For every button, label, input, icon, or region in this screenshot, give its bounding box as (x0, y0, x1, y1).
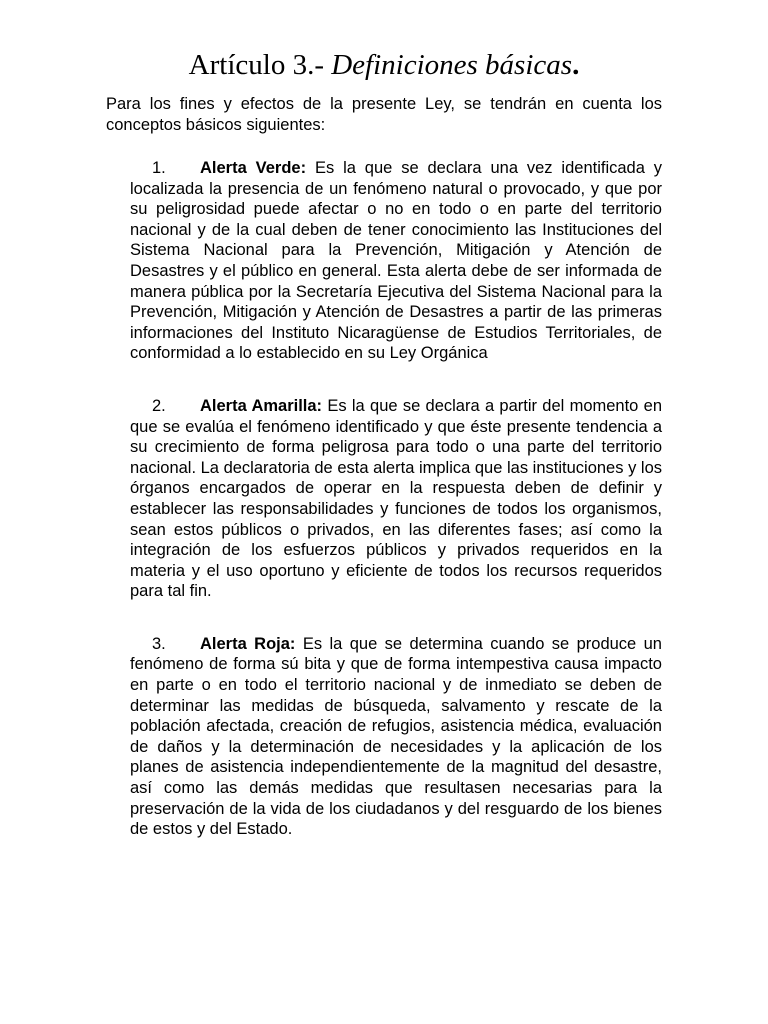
item-number: 3. (152, 634, 166, 653)
article-title-dot: . (572, 49, 580, 81)
item-text: Es la que se determina cuando se produce un fenómeno de forma sú bita y que de forma intempestiva causa impacto en parte o en todo el territorio nacional y de inmediato se deben de determinar las medidas de búsqueda, salvamento y rescate de la población afectada, creación de refugios, asistencia médica, evaluación de daños y la determinación de necesidades y la aplicación de los planes de asistencia independientemente de la magnitud del desastre, así como las demás medidas que resultasen necesarias para la preservación de la vida de los ciudadanos y del resguardo de los bienes de estos y del Estado. (130, 634, 662, 839)
article-title-prefix: Artículo 3.- (188, 49, 332, 81)
item-term: Alerta Roja: (200, 634, 296, 653)
item-number: 1. (152, 159, 166, 177)
article-title-italic: Definiciones básicas (331, 49, 573, 81)
item-number: 2. (152, 396, 166, 415)
intro-paragraph: Para los fines y efectos de la presente Ley, se tendrán en cuenta los conceptos básicos siguientes: (106, 95, 662, 134)
definitions-list (106, 158, 662, 840)
definition-item (106, 634, 662, 840)
item-text: Es la que se declara a partir del momento en que se evalúa el fenómeno identificado y que éste presente tendencia a su crecimiento de forma peligrosa para todo o una parte del territorio nacional. La declaratoria de esta alerta implica que las instituciones y los órganos encargados de operar en la respuesta deben de definir y establecer las responsabilidades y funciones de todos los organismos, sean estos públicos o privados, en las diferentes fases; así como la integración de los esfuerzos públicos y privados requeridos en la materia y el uso oportuno y eficiente de todos los recursos requeridos para tal fin. (130, 396, 662, 601)
definition-item (106, 396, 662, 602)
item-term: Alerta Amarilla: (200, 396, 323, 415)
article-title (106, 0, 662, 94)
item-text: Es la que se declara una vez identificada y localizada la presencia de un fenómeno natural o provocado, y que por su peligrosidad puede afectar o no en todo o en parte del territorio nacional y de la cual deben de tener conocimiento las Instituciones del Sistema Nacional para la Prevención, Mitigación y Atención de Desastres y el público en general. Esta alerta debe de ser informada de manera pública por la Secretaría Ejecutiva del Sistema Nacional para la Prevención, Mitigación y Atención de Desastres a partir de las primeras informaciones del Instituto Nicaragüense de Estudios Territoriales, de conformidad a lo establecido en su Ley Orgánica (130, 159, 663, 363)
item-term: Alerta Verde: (200, 159, 307, 177)
definition-item (106, 158, 662, 364)
